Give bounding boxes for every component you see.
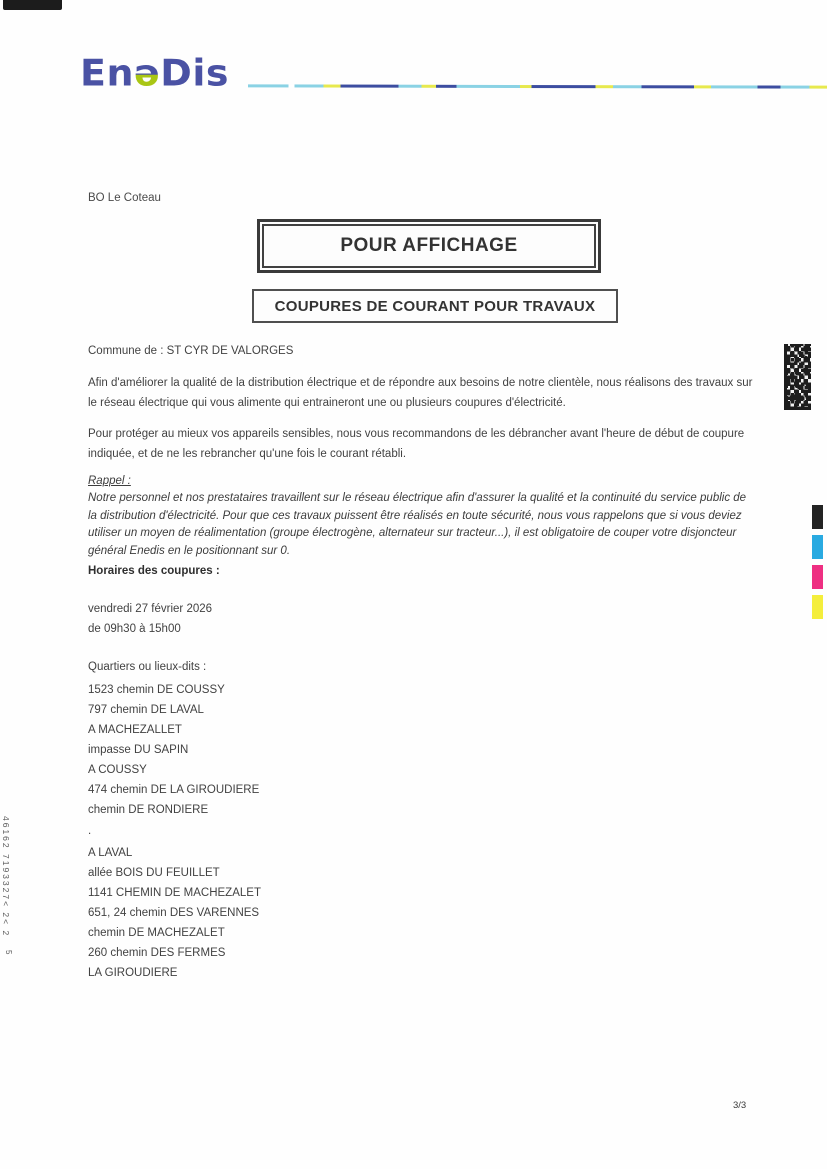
locations-list-a xyxy=(88,680,754,820)
location-line: A LAVAL xyxy=(88,847,133,859)
rappel-paragraph: Notre personnel et nos prestataires travaillent sur le réseau électrique afin d'assurer la qualité et la continuité du service public de la distribution d'électricité. Pour que ces travaux puissent être réalisés en toute sécurité, nous vous rappelons que si vous deviez utiliser un moyen de réalimentation (groupe électrogène, alternateur sur tracteur...), il est obligatoire de couper votre disjoncteur général Enedis en le positionnant sur 0. xyxy=(88,492,747,557)
outage-time: de 09h30 à 15h00 xyxy=(88,623,181,635)
location-line: impasse DU SAPIN xyxy=(88,744,189,756)
location-line: 797 chemin DE LAVAL xyxy=(88,704,204,716)
calibration-swatch-magenta xyxy=(812,565,823,589)
notice-body xyxy=(88,344,754,983)
pour-affichage-label: POUR AFFICHAGE xyxy=(340,235,518,256)
calibration-swatch-black xyxy=(812,505,823,529)
enedis-logo-e-glyph: ǝ xyxy=(134,51,161,95)
quartiers-heading: Quartiers ou lieux-dits : xyxy=(88,661,207,673)
advice-paragraph: Pour protéger au mieux vos appareils sensibles, nous vous recommandons de les débrancher avant l'heure de début de coupure indiquée, et de ne les rebrancher qu'une fois le courant rétabli. xyxy=(88,428,745,460)
separator-dot: . xyxy=(88,825,92,837)
intro-paragraph: Afin d'améliorer la qualité de la distribution électrique et de répondre aux besoins de notre clientèle, nous réalisons des travaux sur le réseau électrique qui vous alimente qui entraineront une ou plusieurs coupures d'électricité. xyxy=(88,377,753,409)
scan-vertical-reference-tail: 5 xyxy=(4,950,13,955)
coupures-label: COUPURES DE COURANT POUR TRAVAUX xyxy=(274,297,596,315)
location-line: A MACHEZALLET xyxy=(88,724,182,736)
calibration-swatch-cyan xyxy=(812,535,823,559)
location-line: 1523 chemin DE COUSSY xyxy=(88,684,225,696)
coupures-banner xyxy=(252,289,618,323)
print-calibration-strip xyxy=(812,505,823,619)
pour-affichage-banner xyxy=(262,224,596,268)
outage-date: vendredi 27 février 2026 xyxy=(88,603,213,615)
horaires-heading: Horaires des coupures : xyxy=(88,565,220,577)
scan-corner-artifact xyxy=(3,0,62,10)
location-line: 1141 CHEMIN DE MACHEZALET xyxy=(88,887,261,899)
location-line: chemin DE RONDIERE xyxy=(88,804,209,816)
enedis-logo-text: En xyxy=(80,51,135,95)
office-label: BO Le Coteau xyxy=(88,192,161,204)
location-line: allée BOIS DU FEUILLET xyxy=(88,867,220,879)
location-line: 474 chemin DE LA GIROUDIERE xyxy=(88,784,260,796)
enedis-logo xyxy=(80,51,229,95)
scan-vertical-reference: 46162 7193327< 2< 2 xyxy=(1,816,11,938)
page-number: 3/3 xyxy=(733,1100,747,1111)
datamatrix-barcode xyxy=(784,344,811,410)
commune-line: Commune de : ST CYR DE VALORGES xyxy=(88,345,294,357)
location-line: 260 chemin DES FERMES xyxy=(88,947,226,959)
calibration-swatch-yellow xyxy=(812,595,823,619)
location-line: 651, 24 chemin DES VARENNES xyxy=(88,907,260,919)
locations-list-b xyxy=(88,843,754,983)
location-line: A COUSSY xyxy=(88,764,147,776)
enedis-logo-text: Dis xyxy=(160,51,229,95)
location-line: chemin DE MACHEZALET xyxy=(88,927,225,939)
brand-dashed-rule xyxy=(248,84,827,88)
location-line: LA GIROUDIERE xyxy=(88,967,178,979)
rappel-heading: Rappel : xyxy=(88,475,131,487)
